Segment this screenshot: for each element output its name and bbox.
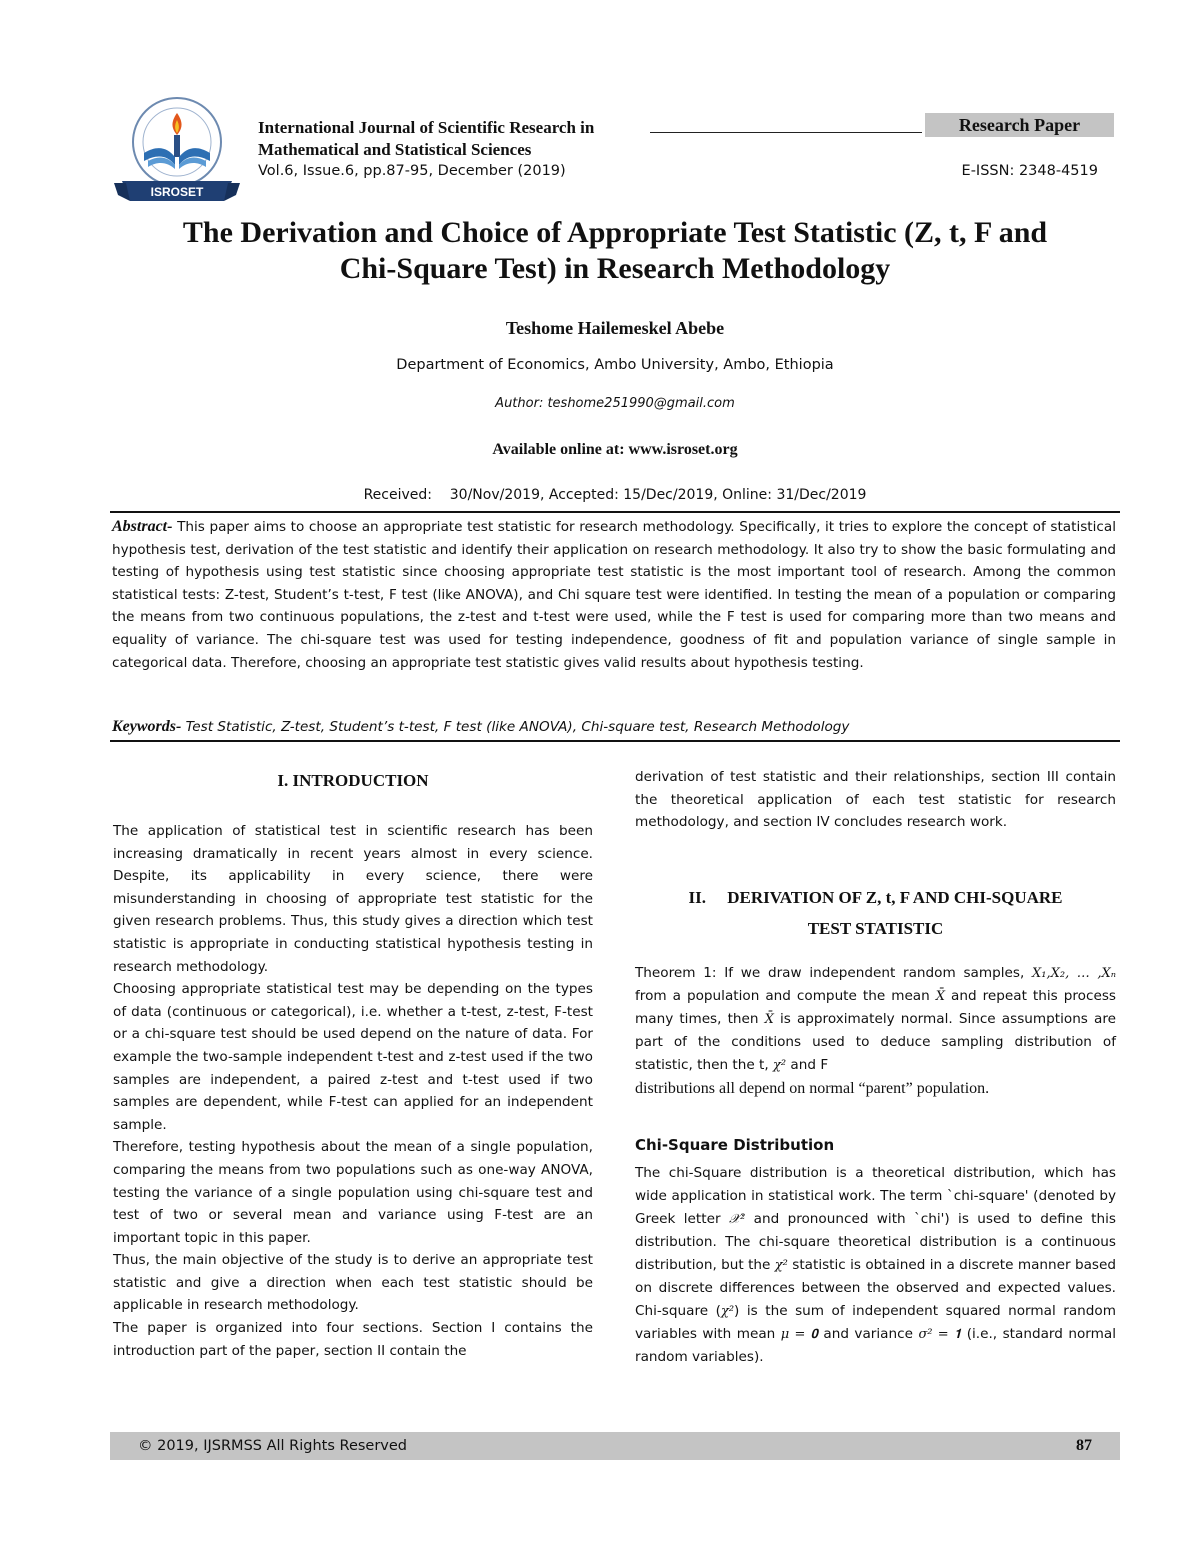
mean-symbol: X̄ <box>935 989 946 1004</box>
chi-square-symbol: χ² <box>720 1304 735 1319</box>
chi-text: statistic is obtained in a discrete manner based on discrete differences between the observed and expected values. Chi-square ( <box>635 1257 1116 1319</box>
title-line-2: Chi-Square Test) in Research Methodology <box>339 252 891 285</box>
copyright: © 2019, IJSRMSS All Rights Reserved <box>138 1438 408 1454</box>
intro-paragraph: Choosing appropriate statistical test may be depending on the types of data (continuous or categorical), i.e. whether a t-test, z-test, F-test or a chi-square test should be used depend on the nature of data. For example the two-sample independent t-test and z-test used if the two samples are independent, a paired z-test and t-test used if two samples are dependent, while F-test can applied for an independent sample. <box>113 981 593 1133</box>
page-number: 87 <box>1076 1437 1092 1454</box>
mean-symbol: X̄ <box>764 1012 774 1027</box>
intro-paragraph: Therefore, testing hypothesis about the mean of a single population, comparing the means from two populations such as one-way ANOVA, testing the variance of a single population using chi-square test and test of two or several mean and variance using F-test are an important topic in this paper. <box>113 1139 593 1246</box>
section-2-heading <box>635 882 1116 944</box>
volume-info: Vol.6, Issue.6, pp.87-95, December (2019) <box>258 163 566 179</box>
introduction-body <box>113 820 593 1362</box>
isroset-logo <box>112 95 242 205</box>
chi-text: The chi-Square distribution is a theoretical distribution, which has wide application in statistical work. The term `chi-square' (denoted by Greek letter <box>635 1165 1116 1227</box>
theorem-text: and F <box>786 1057 829 1073</box>
author-affiliation: Department of Economics, Ambo University, Ambo, Ethiopia <box>396 357 834 373</box>
page-footer <box>110 1432 1120 1460</box>
theorem-1 <box>635 962 1116 1101</box>
theorem-text: is approximately normal. Since assumptions are part of the conditions used to deduce sampling distribution of statistic, then the t, <box>635 1011 1116 1073</box>
keywords-text: Test Statistic, Z-test, Student’s t-test, F test (like ANOVA), Chi-square test, Research Methodology <box>181 719 850 735</box>
journal-name: International Journal of Scientific Research in <box>258 118 595 137</box>
chi-text: ) is the sum of independent squared normal random variables with mean <box>635 1303 1116 1342</box>
keywords <box>112 718 1116 736</box>
mean-expression: μ = 𝟎 <box>780 1327 818 1342</box>
intro-paragraph: The application of statistical test in scientific research has been increasing dramatically in recent years almost in every science. Despite, its applicability in every science, there were misunderstanding in choosing of appropriate test statistic for the given research problems. Thus, this study gives a direction which test statistic is appropriate in conducting statistical hypothesis testing in research methodology. <box>113 823 593 975</box>
header-line <box>650 132 922 133</box>
chi-square-body <box>635 1162 1116 1369</box>
abstract-top-rule <box>110 511 1120 513</box>
sample-variables: X₁,X₂, … ,Xₙ <box>1032 966 1116 981</box>
keywords-bottom-rule <box>110 740 1120 742</box>
theorem-text: and repeat this process many times, then <box>635 988 1116 1027</box>
chi-text: and variance <box>817 1326 919 1342</box>
available-online: Available online at: www.isroset.org <box>492 441 738 458</box>
keywords-label: Keywords- <box>112 718 182 735</box>
section-2-heading-line-2: TEST STATISTIC <box>807 919 944 938</box>
paper-title <box>110 215 1120 287</box>
intro-paragraph: Thus, the main objective of the study is to derive an appropriate test statistic and give a direction when each test statistic should be applicable in research methodology. <box>113 1252 593 1314</box>
title-line-1: The Derivation and Choice of Appropriate Test Statistic (Z, t, F and <box>182 216 1048 249</box>
abstract-text: This paper aims to choose an appropriate test statistic for research methodology. Specifically, it tries to explore the concept of statistical hypothesis test, derivation of the test statistic and identify their application on research methodology. It also try to show the basic formulating and testing of hypothesis using test statistic since choosing appropriate test statistic is the most important tool of research. Among the common statistical tests: Z-test, Student’s t-test, F test (like ANOVA), and Chi square test were identified. In testing the mean of a population or comparing the means from two continuous populations, the z-test and t-test were used, while the F test is used for comparing more than two means and equality of variance. The chi-square test was used for testing independence, goodness of fit and population variance of single sample in categorical data. Therefore, choosing an appropriate test statistic gives valid results about hypothesis testing. <box>112 519 1116 671</box>
logo-text: ISROSET <box>150 185 204 199</box>
journal-subname: Mathematical and Statistical Sciences <box>258 140 532 159</box>
chi-text: (i.e., standard normal random variables). <box>635 1326 1116 1365</box>
chi-square-heading: Chi-Square Distribution <box>635 1136 835 1154</box>
section-2-heading-line-1: II. DERIVATION OF Z, t, F AND CHI-SQUARE <box>688 888 1063 907</box>
abstract <box>112 516 1116 674</box>
section-1-heading: I. INTRODUCTION <box>277 771 429 790</box>
abstract-label: Abstract- <box>112 518 173 535</box>
theorem-text: from a population and compute the mean <box>635 988 936 1004</box>
issn: E-ISSN: 2348-4519 <box>961 163 1098 179</box>
right-column-continuation: derivation of test statistic and their relationships, section III contain the theoretical application of each test statistic for research methodology, and section IV concludes research work. <box>635 769 1116 831</box>
variance-expression: σ² = 𝟏 <box>918 1327 962 1342</box>
theorem-last-line: distributions all depend on normal “parent” population. <box>635 1080 990 1097</box>
chi-text: and pronounced with `chi') is used to define this distribution. The chi-square theoretical distribution is a continuous distribution, but the <box>635 1211 1116 1273</box>
author-name: Teshome Hailemeskel Abebe <box>505 318 725 338</box>
theorem-text: Theorem 1: If we draw independent random samples, <box>635 965 1033 981</box>
author-email: Author: teshome251990@gmail.com <box>495 396 735 411</box>
chi-square-symbol: χ² <box>773 1058 787 1073</box>
chi-square-symbol: χ² <box>774 1258 788 1273</box>
intro-paragraph: The paper is organized into four sections. Section I contains the introduction part of the paper, section II contain the <box>113 1320 593 1359</box>
greek-chi-symbol: 𝒳² <box>728 1212 746 1227</box>
received-dates: Received: 30/Nov/2019, Accepted: 15/Dec/2019, Online: 31/Dec/2019 <box>363 487 867 503</box>
paper-type-badge: Research Paper <box>925 113 1114 137</box>
